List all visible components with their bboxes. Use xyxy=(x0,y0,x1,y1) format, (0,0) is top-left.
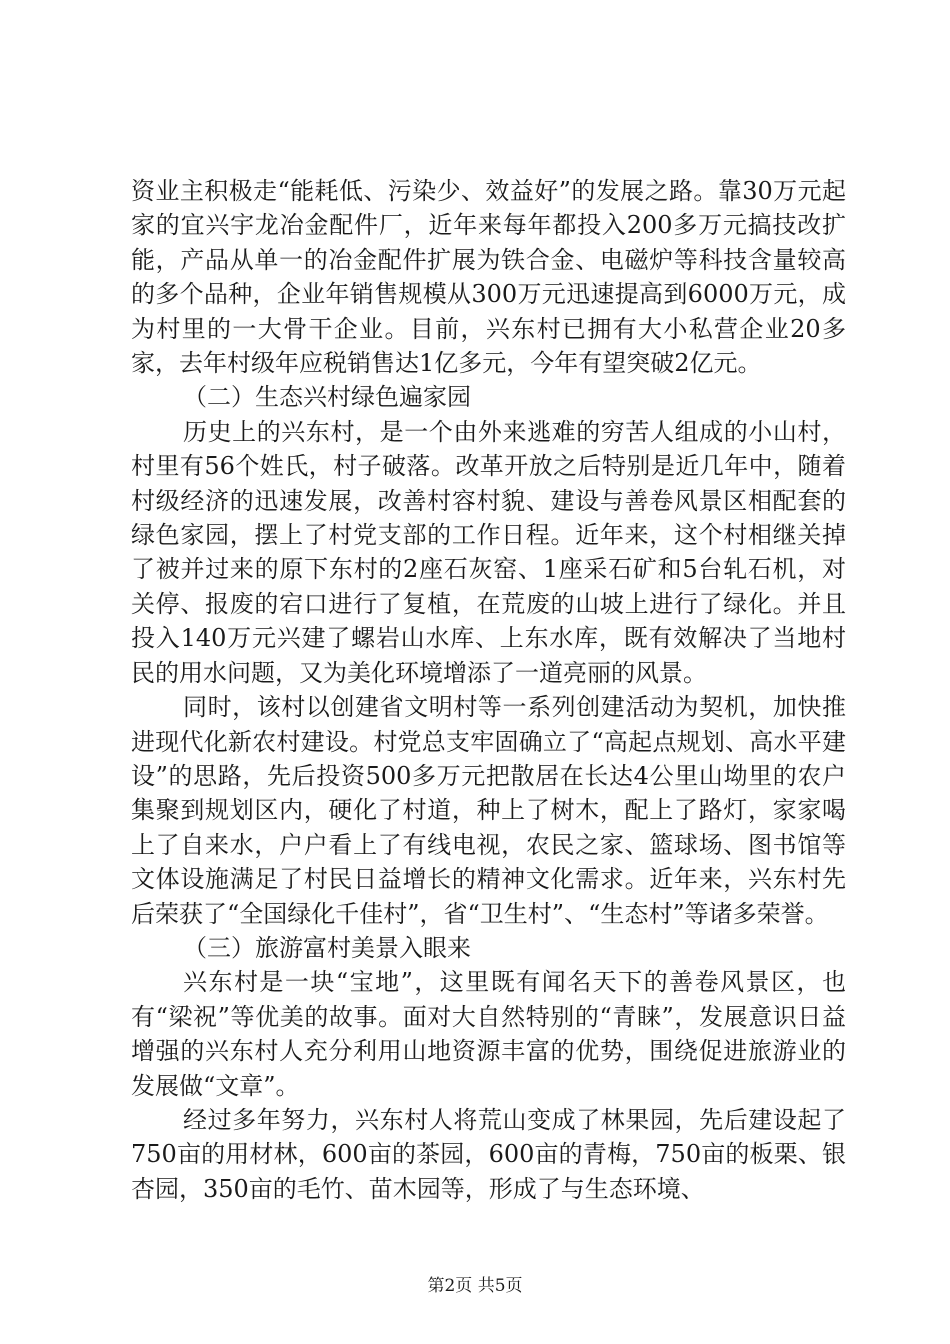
paragraph-civilization: 同时，该村以创建省文明村等一系列创建活动为契机，加快推进现代化新农村建设。村党总支牢固确立了“高起点规划、高水平建设”的思路，先后投资500多万元把散居在长达4公里山坳里的农户集聚到规划区内，硬化了村道，种上了树木，配上了路灯，家家喝上了自来水，户户看上了有线电视，农民之家、篮球场、图书馆等文体设施满足了村民日益增长的精神文化需求。近年来，兴东村先后荣获了“全国绿化千佳村”，省“卫生村”、“生态村”等诸多荣誉。 xyxy=(131,693,846,928)
section-heading-tourism: （三）旅游富村美景入眼来 xyxy=(183,933,471,962)
paragraph-orchards: 经过多年努力，兴东村人将荒山变成了林果园，先后建设起了750亩的用材林，600亩的茶园，600亩的青梅，750亩的板栗、银杏园，350亩的毛竹、苗木园等，形成了与生态环境、 xyxy=(131,1105,846,1203)
page-number-footer: 第2页 共5页 xyxy=(427,1276,523,1296)
paragraph-history: 历史上的兴东村，是一个由外来逃难的穷苦人组成的小山村，村里有56个姓氏，村子破落。改革开放之后特别是近几年中，随着村级经济的迅速发展，改善村容村貌、建设与善卷风景区相配套的绿色家园，摆上了村党支部的工作日程。近年来，这个村相继关掉了被并过来的原下东村的2座石灰窑、1座采石矿和5台轧石机，对关停、报废的宕口进行了复植，在荒废的山坡上进行了绿化。并且投入140万元兴建了螺岩山水库、上东水库，既有效解决了当地村民的用水问题，又为美化环境增添了一道亮丽的风景。 xyxy=(131,417,846,687)
paragraph-treasure-land: 兴东村是一块“宝地”，这里既有闻名天下的善卷风景区，也有“梁祝”等优美的故事。面对大自然特别的“青睐”，发展意识日益增强的兴东村人充分利用山地资源丰富的优势，围绕促进旅游业的发展做“文章”。 xyxy=(131,968,846,1100)
document-body xyxy=(131,174,846,1206)
paragraph-continuation: 资业主积极走“能耗低、污染少、效益好”的发展之路。靠30万元起家的宜兴宇龙冶金配件厂，近年来每年都投入200多万元搞技改扩能，产品从单一的冶金配件扩展为铁合金、电磁炉等科技含量较高的多个品种，企业年销售规模从300万元迅速提高到6000万元，成为村里的一大骨干企业。目前，兴东村已拥有大小私营企业20多家，去年村级年应税销售达1亿多元，今年有望突破2亿元。 xyxy=(131,177,846,378)
section-heading-ecology: （二）生态兴村绿色遍家园 xyxy=(183,383,471,412)
